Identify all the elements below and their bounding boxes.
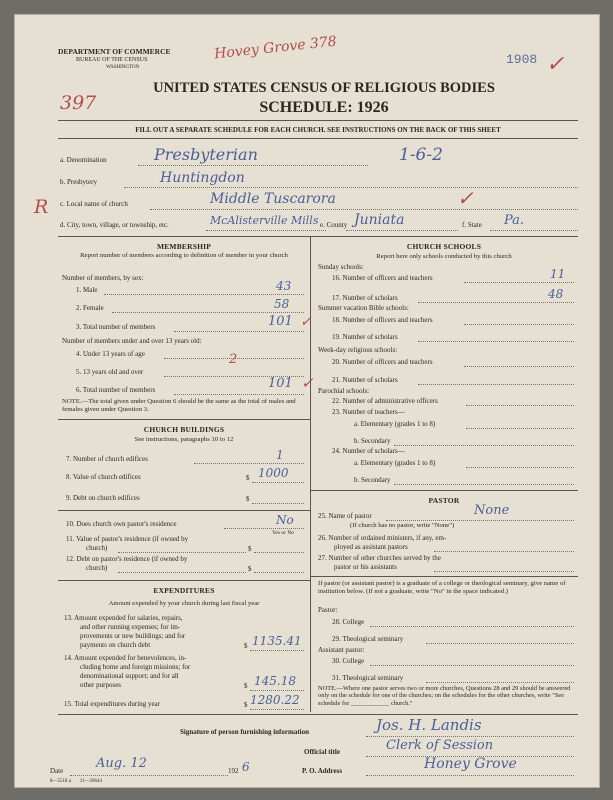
red-check-mark-icon: ✓ — [546, 52, 565, 77]
q23a-label: a. Elementary (grades 1 to 8) — [354, 420, 436, 428]
dollar-sign: $ — [246, 495, 250, 503]
q24-label: 24. Number of scholars— — [332, 447, 405, 455]
date-label: Date — [50, 767, 64, 775]
q24a-label: a. Elementary (grades 1 to 8) — [354, 459, 436, 467]
q11-label: 11. Value of pastor's residence (if owned by — [66, 535, 189, 543]
age-intro-label: Number of members under and over 13 years old: — [62, 337, 202, 345]
membership-title: MEMBERSHIP — [156, 242, 212, 251]
q8-label: 8. Value of church edifices — [66, 473, 141, 481]
q23b-label: b. Secondary — [354, 437, 391, 445]
red-margin-mark: 2 — [229, 352, 238, 367]
graduate-note: If pastor (or assistant pastor) is a graduate of a college or theological seminary, give name of institution below. (If not a graduate, write "No" in the space indicated.) — [318, 580, 566, 595]
pastor-subheading: Pastor: — [318, 606, 338, 614]
parochial-schools-label: Parochial schools: — [318, 387, 370, 395]
q21-label: 21. Number of scholars — [332, 376, 398, 384]
yes-no-hint: Yes or No — [272, 530, 295, 536]
q2-female-value: 58 — [274, 297, 290, 311]
q25-value: None — [474, 503, 510, 518]
county-label: e. County — [320, 221, 348, 229]
presbytery-label: b. Presbytery — [60, 178, 97, 186]
q22-label: 22. Number of administrative officers — [332, 397, 438, 405]
city-town-label: d. City, town, village, or township, etc. — [60, 221, 169, 229]
q7-value: 1 — [276, 448, 284, 462]
q14-label-2: cluding home and foreign missions; for — [80, 663, 191, 671]
q14-label: 14. Amount expended for benevolences, in- — [64, 654, 187, 662]
q19-label: 19. Number of scholars — [332, 333, 398, 341]
q11-label-cont: church) — [86, 544, 108, 552]
q26-label-cont: ployed as assistant pastors — [334, 543, 408, 551]
form-title: UNITED STATES CENSUS OF RELIGIOUS BODIES — [153, 80, 495, 96]
schools-title: CHURCH SCHOOLS — [406, 242, 482, 251]
summer-schools-label: Summer vacation Bible schools: — [318, 304, 409, 312]
handwritten-church-note: Hovey Grove 378 — [213, 33, 338, 63]
q13-label: 13. Amount expended for salaries, repairs, — [64, 614, 183, 622]
q6-total-value: 101 — [268, 376, 293, 391]
q31-label: 31. Theological seminary — [332, 674, 404, 682]
local-name-value: Middle Tuscarora — [210, 191, 336, 207]
pastor-title: PASTOR — [428, 496, 460, 505]
bureau-label: BUREAU OF THE CENSUS — [76, 57, 148, 63]
q25-note: (If church has no pastor, write "None") — [350, 522, 455, 529]
q13-value: 1135.41 — [252, 634, 302, 648]
q8-value: 1000 — [258, 466, 289, 480]
city-label: WASHINGTON — [106, 65, 140, 70]
state-value: Pa. — [504, 213, 525, 228]
q14-value: 145.18 — [254, 674, 296, 688]
official-title-label: Official title — [304, 748, 340, 756]
q4-under13-label: 4. Under 13 years of age — [76, 350, 145, 358]
dollar-sign: $ — [244, 701, 248, 709]
q17-value: 48 — [548, 287, 564, 301]
q27-label: 27. Number of other churches served by the — [318, 554, 441, 562]
dollar-sign: $ — [248, 545, 252, 553]
denomination-code: 1-6-2 — [399, 145, 443, 165]
schedule-title: SCHEDULE: 1926 — [259, 99, 389, 116]
q12-label-cont: church) — [86, 564, 108, 572]
buildings-sub: See instructions, paragraphs 10 to 12 — [134, 436, 234, 443]
department-label: DEPARTMENT OF COMMERCE — [58, 47, 171, 56]
q27-label-cont: pastor or his assistants — [334, 563, 397, 571]
city-town-value: McAlisterville Mills — [210, 214, 319, 227]
q15-value: 1280.22 — [250, 693, 300, 707]
q18-label: 18. Number of officers and teachers — [332, 316, 433, 324]
state-label: f. State — [462, 221, 482, 229]
q26-label: 26. Number of ordained ministers, if any, em- — [318, 534, 447, 542]
q13-label-4: payments on church debt — [80, 641, 151, 649]
year-prefix: 192 — [228, 767, 239, 775]
q5-over13-label: 5. 13 years old and over — [76, 368, 144, 376]
q14-label-4: other purposes — [80, 681, 122, 689]
dollar-sign: $ — [248, 565, 252, 573]
census-schedule-sheet — [14, 14, 600, 788]
q10-value: No — [276, 513, 294, 527]
q17-label: 17. Number of scholars — [332, 294, 398, 302]
red-margin-mark: R — [34, 196, 49, 218]
q6-total-label: 6. Total number of members — [76, 386, 156, 394]
form-number: 8—5518 a 11—20644 — [50, 779, 103, 784]
presbytery-value: Huntingdon — [160, 170, 245, 186]
instruction-line: FILL OUT A SEPARATE SCHEDULE FOR EACH CHURCH. SEE INSTRUCTIONS ON THE BACK OF THIS SHEET — [135, 126, 501, 134]
handwritten-number: 397 — [60, 92, 97, 114]
q3-total-value: 101 — [268, 314, 293, 329]
q30-label: 30. College — [332, 657, 365, 665]
q16-value: 11 — [550, 267, 566, 281]
q12-label: 12. Debt on pastor's residence (if owned by — [66, 555, 188, 563]
signature-value: Jos. H. Landis — [376, 716, 482, 734]
q28-label: 28. College — [332, 618, 365, 626]
q1-male-value: 43 — [276, 279, 292, 293]
q10-label: 10. Does church own pastor's residence — [66, 520, 177, 528]
q7-label: 7. Number of church edifices — [66, 455, 148, 463]
denomination-label: a. Denomination — [60, 156, 107, 164]
q13-label-3: provements or new buildings; and for — [80, 632, 186, 640]
q14-label-3: denominational support; and for all — [80, 672, 179, 680]
assistant-pastor-subheading: Assistant pastor: — [318, 646, 365, 654]
po-address-value: Honey Grove — [424, 756, 517, 772]
expenditures-sub: Amount expended by your church during last fiscal year — [108, 600, 260, 607]
pastor-note: NOTE.—Where one pastor serves two or more churches, Questions 28 and 29 should be answered only on the schedule for one of the churches; on the schedules for the other churches, write "See schedule for ____________ church." — [318, 685, 571, 707]
q1-male-label: 1. Male — [76, 286, 98, 294]
denomination-value: Presbyterian — [154, 145, 258, 164]
red-check-mark-icon: ✓ — [457, 186, 474, 210]
dollar-sign: $ — [246, 474, 250, 482]
membership-note: NOTE.—The total given under Question 6 should be the same as the total of males and females given under Question 3. — [62, 398, 296, 413]
q24b-label: b. Secondary — [354, 476, 391, 484]
dollar-sign: $ — [244, 682, 248, 690]
date-value: Aug. 12 — [96, 756, 147, 771]
q23-label: 23. Number of teachers— — [332, 408, 405, 416]
q20-label: 20. Number of officers and teachers — [332, 358, 433, 366]
year-stamp: 1908 — [506, 52, 538, 67]
sunday-schools-label: Sunday schools: — [318, 263, 364, 271]
members-by-sex-label: Number of members, by sex: — [62, 274, 144, 282]
local-name-label: c. Local name of church — [60, 200, 128, 208]
signature-label: Signature of person furnishing information — [180, 728, 309, 736]
schools-intro: Report here only schools conducted by this church — [376, 253, 512, 260]
po-address-label: P. O. Address — [302, 767, 343, 775]
year-digit: 6 — [242, 760, 250, 774]
official-title-value: Clerk of Session — [386, 738, 494, 753]
q3-total-label: 3. Total number of members — [76, 323, 156, 331]
membership-intro: Report number of members according to definition of member in your church — [80, 252, 288, 259]
buildings-title: CHURCH BUILDINGS — [143, 425, 225, 434]
county-value: Juniata — [354, 212, 405, 228]
weekday-schools-label: Week-day religious schools: — [318, 346, 398, 354]
q29-label: 29. Theological seminary — [332, 635, 404, 643]
q25-label: 25. Name of pastor — [318, 512, 372, 520]
q15-label: 15. Total expenditures during year — [64, 700, 160, 708]
q16-label: 16. Number of officers and teachers — [332, 274, 433, 282]
red-check-mark-icon: ✓ — [301, 374, 314, 392]
expenditures-title: EXPENDITURES — [153, 586, 215, 595]
dollar-sign: $ — [244, 642, 248, 650]
q2-female-label: 2. Female — [76, 304, 104, 312]
q9-label: 9. Debt on church edifices — [66, 494, 140, 502]
q13-label-2: and other running expenses; for im- — [80, 623, 181, 631]
red-check-mark-icon: ✓ — [300, 314, 312, 330]
